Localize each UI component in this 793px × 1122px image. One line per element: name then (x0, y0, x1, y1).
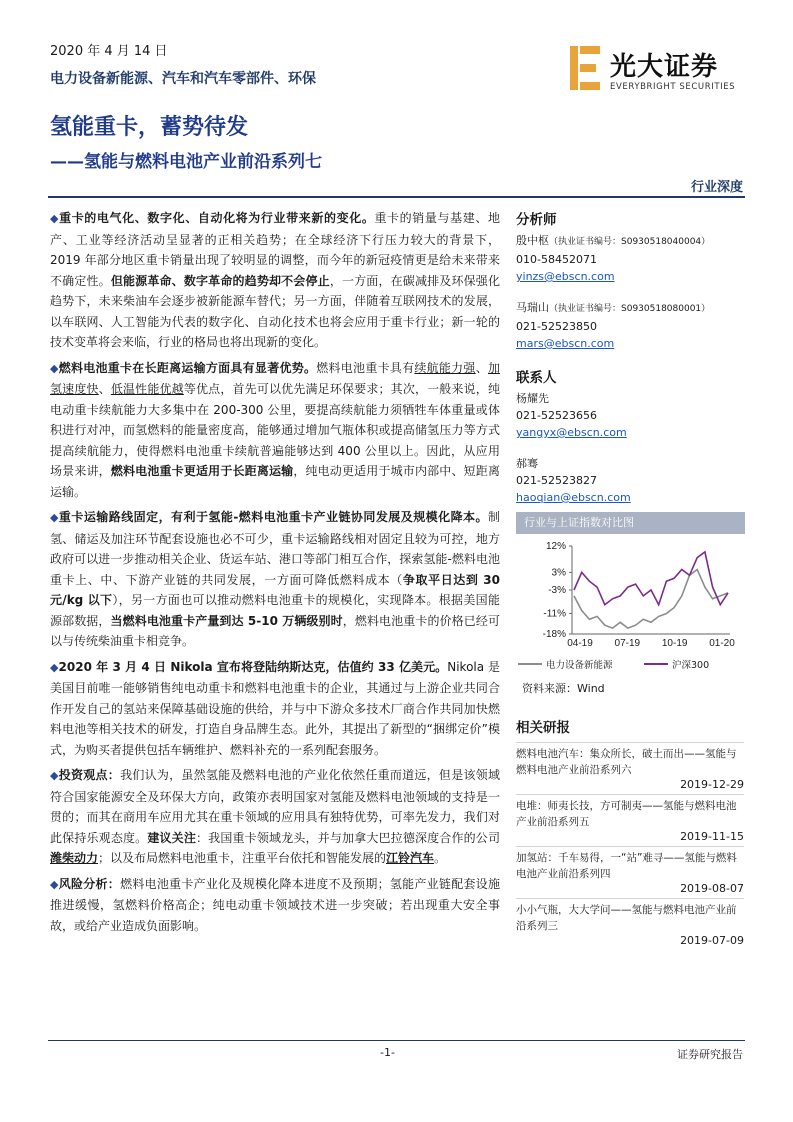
series-line-2 (574, 552, 728, 605)
analyst-name: 殷中枢 (516, 234, 549, 247)
report-title: 氢能重卡，蓄势待发 (50, 115, 249, 140)
related-report-title: 燃料电池汽车：集众所长，破土而出——氢能与燃料电池产业前沿系列六 (516, 748, 737, 776)
contact-phone: 021-52523656 (516, 409, 597, 422)
related-reports-list (516, 742, 744, 950)
series-line-1 (574, 570, 728, 629)
company-logo (570, 44, 750, 98)
x-tick-label: 10-19 (661, 638, 688, 649)
related-report-item[interactable] (516, 794, 744, 844)
related-reports-heading: 相关研报 (516, 720, 570, 736)
analyst-email-link[interactable]: mars@ebscn.com (516, 337, 615, 350)
x-tick-label: 01-20 (709, 638, 735, 649)
legend-label: 沪深300 (672, 660, 710, 671)
analyst-card (516, 232, 744, 285)
y-tick-label: 3% (551, 567, 566, 579)
footer-divider (48, 1040, 745, 1041)
related-report-item[interactable] (516, 846, 744, 896)
related-report-date: 2019-08-07 (680, 882, 744, 895)
contact-phone: 021-52523827 (516, 474, 597, 487)
analyst-name: 马瑞山 (516, 301, 549, 314)
paragraph-1: ◆重卡的电气化、数字化、自动化将为行业带来新的变化。重卡的销量与基建、地产、工业等经济活动呈显著的正相关趋势；在全球经济下行压力较大的背景下，2019 年部分地区重卡销量出现了较明显的调整，而今年的新冠疫情更是给未来带来不确定性。但能源革命、数字革命的趋势却不会停止，一方面，在碳减排及环保强化趋势下，未来柴油车会逐步被新能源车替代；另一方面，伴随着互联网技术的发展，以车联网、人工智能为代表的数字化、自动化技术也将会应用于重卡行业；新一轮的技术变革将会来临，行业的格局也将出现新的变化。 (50, 211, 500, 349)
analysts-heading: 分析师 (516, 212, 557, 228)
contact-email-link[interactable]: yangyx@ebscn.com (516, 426, 627, 439)
paragraph-6: ◆风险分析：燃料电池重卡产业化及规模化降本进度不及预期；氢能产业链配套设施推进缓慢，氢燃料价格高企；纯电动重卡领域技术进一步突破；若出现重大安全事故，或给产业造成负面影响。 (50, 876, 500, 933)
related-report-title: 小小气瓶，大大学问——氢能与燃料电池产业前沿系列三 (516, 904, 737, 932)
related-report-date: 2019-11-15 (680, 830, 744, 843)
analyst-cert: （执业证书编号：S0930518080001） (549, 304, 711, 314)
contact-name: 杨耀先 (516, 392, 549, 405)
bullet-icon: ◆ (50, 212, 60, 225)
report-subtitle: ——氢能与燃料电池产业前沿系列七 (50, 152, 322, 172)
related-report-date: 2019-07-09 (680, 934, 744, 947)
related-report-title: 电堆：师夷长技，方可制夷——氢能与燃料电池产业前沿系列五 (516, 800, 737, 828)
logo-english-name: EVERYBRIGHT SECURITIES (610, 82, 736, 92)
sector-list: 电力设备新能源、汽车和汽车零部件、环保 (50, 71, 316, 87)
paragraph-3: ◆重卡运输路线固定，有利于氢能-燃料电池重卡产业链协同发展及规模化降本。制氢、储运及加注环节配套设施也必不可少，重卡运输路线相对固定且较为可控，地方政府可以进一步推动相关企业、货运车站、港口等部门相互合作，探索氢能-燃料电池重卡上、中、下游产业链的共同发展，一方面可降低燃料成本（争取平日达到 30 元/kg 以下），另一方面也可以推动燃料电池重卡的规模化，实现降本。根据美国能源部数据，当燃料电池重卡产量到达 5-10 万辆级别时，燃料电池重卡的价格已经可以与传统柴油重卡相竞争。 (50, 510, 500, 648)
footer-label: 证券研究报告 (677, 1048, 743, 1061)
y-tick-label: -11% (543, 608, 566, 620)
contacts-heading: 联系人 (516, 370, 557, 386)
y-tick-label: -3% (548, 585, 566, 596)
bullet-icon: ◆ (50, 877, 59, 891)
analyst-email-link[interactable]: yinzs@ebscn.com (516, 270, 615, 283)
report-type: 行业深度 (690, 180, 743, 195)
chart-title: 行业与上证指数对比图 (516, 512, 745, 534)
related-report-title: 加氢站：千车易得，一“站”难寻——氢能与燃料电池产业前沿系列四 (516, 852, 737, 880)
paragraph-4: ◆2020 年 3 月 4 日 Nikola 宣布将登陆纳斯达克，估值约 33 亿美元。Nikola 是美国目前唯一能够销售纯电动重卡和燃料电池重卡的企业，其通过与上游企业共同合作开发自己的氢站来保障基础设施的供给，并与中下游众多技术厂商合作共同加快燃料电池等相关技术的研发，打造自身品牌生态。此外，其提出了新型的“捆绑定价”模式，为购买者提供包括车辆维护、燃料补充的一系列配套服务。 (50, 659, 500, 757)
contact-card (516, 390, 744, 441)
y-tick-label: 12% (545, 541, 566, 552)
y-tick-label: -18% (542, 629, 566, 640)
report-date: 2020 年 4 月 14 日 (50, 44, 168, 59)
contact-card (516, 455, 744, 506)
bullet-icon: ◆ (50, 660, 59, 674)
analyst-cert: （执业证书编号：S0930518040004） (549, 237, 711, 247)
paragraph-5: ◆投资观点：我们认为，虽然氢能及燃料电池的产业化依然任重而道远，但是该领域符合国家能源安全及环保大方向，政策亦表明国家对氢能及燃料电池领域的支持是一贯的；而其在商用车应用尤其在重卡领域的应用具有独特优势，可率先发力，我们对此保持乐观态度。建议关注：我国重卡领域龙头，并与加拿大巴拉德深度合作的公司潍柴动力；以及布局燃料电池重卡，注重平台依托和智能发展的江铃汽车。 (50, 768, 500, 865)
legend-label: 电力设备新能源 (546, 660, 613, 671)
related-report-item[interactable] (516, 898, 744, 948)
everbright-logo-icon (570, 46, 600, 90)
related-report-date: 2019-12-29 (680, 778, 744, 791)
comparison-chart (516, 538, 745, 676)
contact-email-link[interactable]: haoqian@ebscn.com (516, 491, 631, 504)
bullet-icon: ◆ (50, 361, 59, 375)
header-divider (48, 196, 745, 198)
main-content (50, 208, 500, 941)
analyst-card (516, 299, 744, 352)
x-tick-label: 07-19 (614, 638, 641, 649)
paragraph-2: ◆燃料电池重卡在长距离运输方面具有显著优势。燃料电池重卡具有续航能力强、加氢速度快、低温性能优越等优点，首先可以优先满足环保要求；其次，一般来说，纯电动重卡续航能力大多集中在 200-300 公里，要提高续航能力须牺牲车体重量或体积进行对冲，而氢燃料的能量密度高，能够通过增加气瓶体积或提高储氢压力等方式提高续航能力，使得燃料电池重卡续航普遍能够达到 400 公里以上。因此，从应用场景来讲，燃料电池重卡更适用于长距离运输，纯电动更适用于城市内部中、短距离运输。 (50, 360, 500, 499)
bullet-icon: ◆ (50, 769, 59, 782)
sidebar (516, 208, 744, 506)
analyst-phone: 010-58452071 (516, 253, 597, 266)
chart-source: 资料来源：Wind (522, 682, 605, 695)
related-report-item[interactable] (516, 742, 744, 792)
bullet-icon: ◆ (50, 511, 59, 524)
page-number: -1- (380, 1046, 395, 1059)
analyst-phone: 021-52523850 (516, 320, 597, 333)
x-tick-label: 04-19 (567, 638, 593, 649)
logo-chinese-name: 光大证券 (610, 52, 719, 82)
contact-name: 郝骞 (516, 457, 538, 470)
